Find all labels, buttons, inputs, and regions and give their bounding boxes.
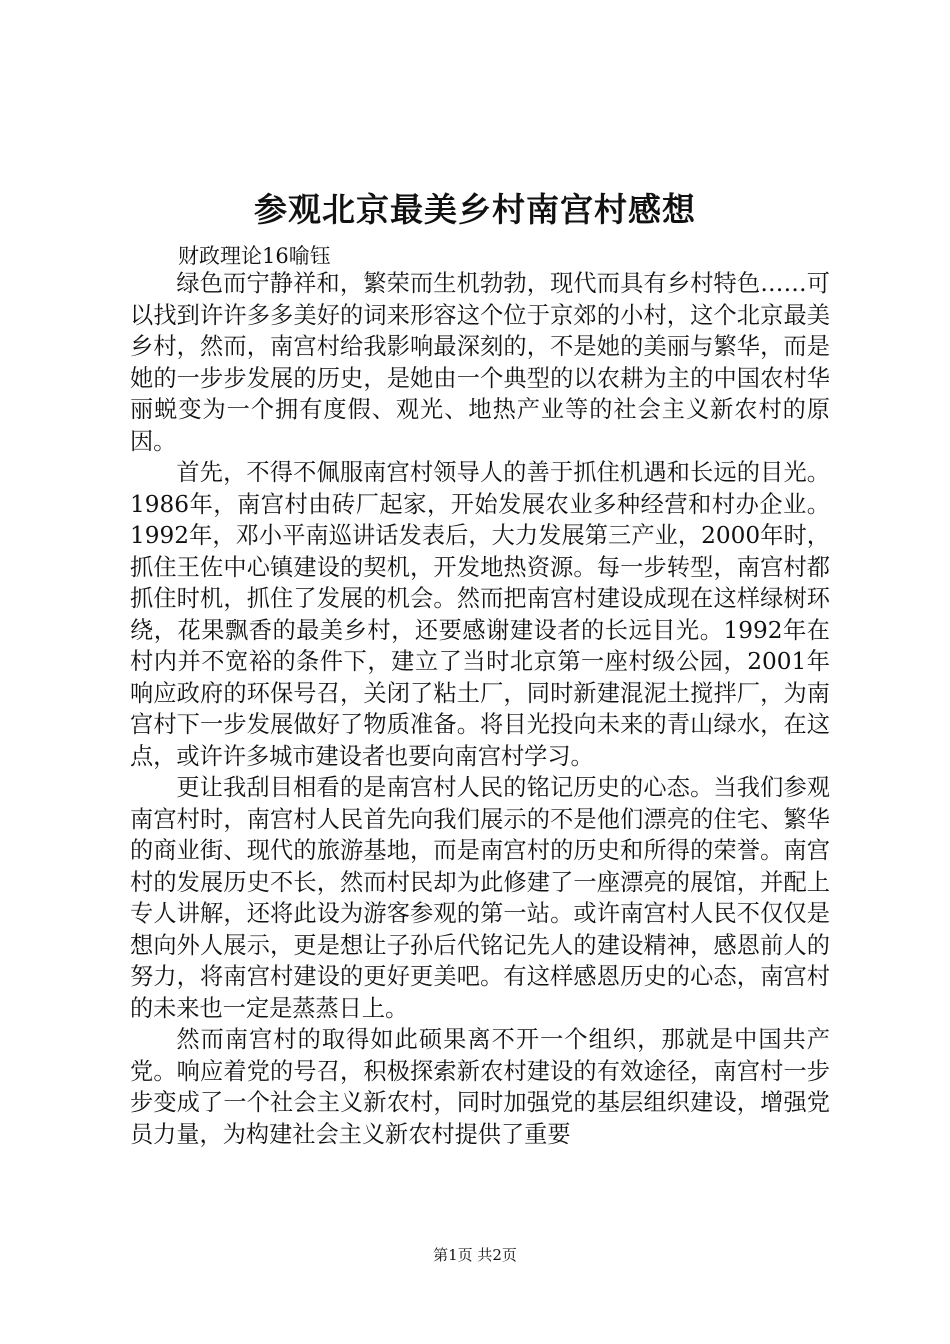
paragraph: 更让我刮目相看的是南宫村人民的铭记历史的心态。当我们参观南宫村时，南宫村人民首先向我们展示的不是他们漂亮的住宅、繁华的商业街、现代的旅游基地，而是南宫村的历史和所得的荣誉。南宫村的发展历史不长，然而村民却为此修建了一座漂亮的展馆，并配上专人讲解，还将此设为游客参观的第一站。或许南宫村人民不仅仅是想向外人展示，更是想让子孙后代铭记先人的建设精神，感恩前人的努力，将南宫村建设的更好更美吧。有这样感恩历史的心态，南宫村的未来也一定是蒸蒸日上。 bbox=[130, 774, 830, 1022]
paragraph: 绿色而宁静祥和，繁荣而生机勃勃，现代而具有乡村特色……可以找到许许多多美好的词来形容这个位于京郊的小村，这个北京最美乡村，然而，南宫村给我影响最深刻的，不是她的美丽与繁华，而是她的一步步发展的历史，是她由一个典型的以农耕为主的中国农村华丽蜕变为一个拥有度假、观光、地热产业等的社会主义新农村的原因。 bbox=[130, 270, 830, 455]
paragraph: 然而南宫村的取得如此硕果离不开一个组织，那就是中国共产党。响应着党的号召，积极探索新农村建设的有效途径，南宫村一步步变成了一个社会主义新农村，同时加强党的基层组织建设，增强党员力量，为构建社会主义新农村提供了重要 bbox=[130, 1026, 830, 1148]
paragraph: 首先，不得不佩服南宫村领导人的善于抓住机遇和长远的目光。1986年，南宫村由砖厂起家，开始发展农业多种经营和村办企业。1992年，邓小平南巡讲话发表后，大力发展第三产业，2000年时，抓住王佐中心镇建设的契机，开发地热资源。每一步转型，南宫村都抓住时机，抓住了发展的机会。然而把南宫村建设成现在这样绿树环绕，花果飘香的最美乡村，还要感谢建设者的长远目光。1992年在村内并不宽裕的条件下，建立了当时北京第一座村级公园，2001年响应政府的环保号召，关闭了粘土厂，同时新建混泥土搅拌厂，为南宫村下一步发展做好了物质准备。将目光投向未来的青山绿水，在这点，或许许多城市建设者也要向南宫村学习。 bbox=[130, 459, 830, 770]
page-number-footer: 第1页 共2页 bbox=[433, 1246, 517, 1264]
document-body bbox=[130, 268, 830, 1150]
author-line: 财政理论16喻钰 bbox=[178, 244, 331, 268]
document-title: 参观北京最美乡村南宫村感想 bbox=[254, 190, 696, 229]
